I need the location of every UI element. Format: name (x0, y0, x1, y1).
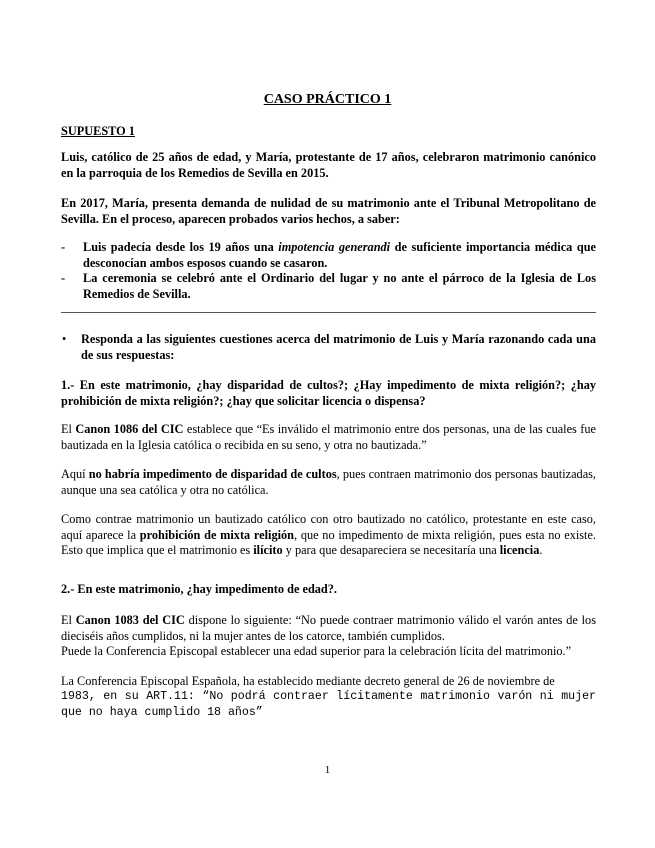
q2-a1-text: El (61, 613, 76, 627)
intro-paragraph-2: En 2017, María, presenta demanda de nulidad de su matrimonio ante el Tribunal Metropolitano de Sevilla. En el proceso, aparecen probados varios hechos, a saber: (61, 196, 596, 226)
q1-a3-text-mid: , que no impedimento de mixta religión, pues esta no existe. Esto que implica que el matrimonio es (61, 527, 596, 557)
supuesto-heading: SUPUESTO 1 (61, 124, 135, 138)
instruction-text: Responda a las siguientes cuestiones acerca del matrimonio de Luis y María razonando cada una de sus respuestas: (81, 332, 596, 362)
q1-a3-text-end: . (539, 543, 543, 557)
section-divider (61, 312, 596, 313)
fact-item-1 (61, 240, 596, 271)
q2-answer-paragraph-2: La Conferencia Episcopal Española, ha establecido mediante decreto general de 26 de noviembre de (61, 674, 555, 688)
q1-answer-paragraph-3 (61, 512, 596, 559)
dash-marker: - (61, 271, 66, 285)
intro-paragraph-1: Luis, católico de 25 años de edad, y María, protestante de 17 años, celebraron matrimonio canónico en la parroquia de los Remedios de Sevilla en 2015. (61, 150, 596, 180)
fact-1-text-start: Luis padecía desde los 19 años una (83, 240, 279, 254)
q1-a2-text-end: , pues contraen matrimonio dos personas bautizadas, aunque una sea católica y otra no católica. (61, 467, 597, 497)
page-number: 1 (324, 764, 331, 776)
q1-a1-text: El (61, 422, 76, 436)
q1-a3-text-mid2: y para que desapareciera se necesitaría una (282, 543, 500, 557)
fact-2-text: La ceremonia se celebró ante el Ordinario del lugar y no ante el párroco de la Iglesia de Los Remedios de Sevilla. (83, 271, 596, 301)
q1-a2-text: Aquí (61, 467, 89, 481)
facts-list (61, 240, 596, 302)
q2-answer-paragraph-1-line-2: Puede la Conferencia Episcopal establecer una edad superior para la celebración lícita del matrimonio.” (61, 644, 572, 658)
canon-1083-ref: Canon 1083 del CIC (75, 613, 185, 627)
q1-a3-emphasis-3: licencia (499, 543, 540, 557)
fact-1-text-end: de suficiente importancia médica que desconocían ambos esposos cuando se casaron. (83, 240, 596, 270)
fact-1-italic-term: impotencia generandi (278, 240, 391, 254)
q2-a1-quote: dispone lo siguiente: “No puede contraer matrimonio válido el varón antes de los dieciséis años cumplidos, ni la mujer antes de los catorce, también cumplidos. (61, 613, 596, 643)
canon-1086-ref: Canon 1086 del CIC (75, 422, 184, 436)
q1-a3-emphasis-2: ilícito (253, 543, 283, 557)
page-title: CASO PRÁCTICO 1 (263, 92, 392, 107)
q1-a1-quote: establece que “Es inválido el matrimonio entre dos personas, una de las cuales fue bautizada en la Iglesia católica o recibida en su seno, y otra no bautizada.” (61, 422, 596, 452)
instruction-item (61, 332, 596, 363)
question-2-heading: 2.- En este matrimonio, ¿hay impedimento de edad?. (61, 582, 337, 596)
bullet-icon: • (62, 332, 67, 346)
q1-answer-paragraph-1 (61, 422, 596, 453)
fact-item-2 (61, 271, 596, 302)
dash-marker: - (61, 240, 66, 254)
q1-answer-paragraph-2 (61, 467, 596, 498)
q2-answer-paragraph-1 (61, 613, 596, 644)
q1-a3-text: Como contrae matrimonio un bautizado católico con otro bautizado no católico, protestante en este caso, aquí aparece la (61, 512, 596, 542)
q1-a3-emphasis-1: prohibición de mixta religión (139, 527, 295, 542)
q1-a2-emphasis: no habría impedimento de disparidad de cultos (88, 467, 337, 481)
q2-answer-paragraph-2-quote: 1983, en su ART.11: “No podrá contraer lícitamente matrimonio varón ni mujer que no haya cumplido 18 años” (61, 690, 596, 719)
question-1-heading: 1.- En este matrimonio, ¿hay disparidad de cultos?; ¿Hay impedimento de mixta religión?; ¿hay prohibición de mixta religión?; ¿hay que solicitar licencia o dispensa? (61, 378, 596, 408)
